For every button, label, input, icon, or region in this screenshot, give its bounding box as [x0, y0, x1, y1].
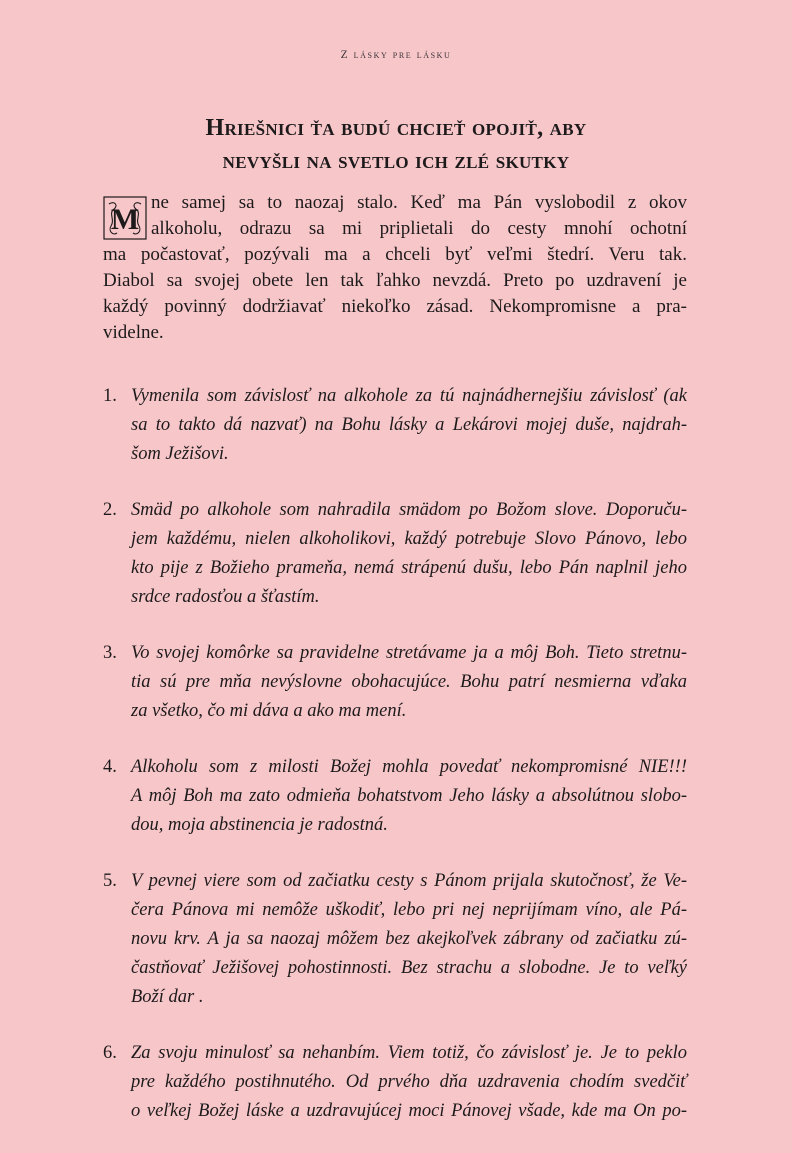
- list-item-line: Vo svojej komôrke sa pravidelne stretávame ja a môj Boh. Tieto stretnu-: [131, 643, 687, 663]
- chapter-title-line-2: nevyšli na svetlo ich zlé skutky: [222, 148, 570, 174]
- list-item-line: Za svoju minulosť sa nehanbím. Viem totiž, čo závislosť je. Je to peklo: [131, 1043, 687, 1063]
- list-item-line: sa to takto dá nazvať) na Bohu lásky a Lekárovi mojej duše, najdrah-: [131, 415, 687, 435]
- numbered-list: [103, 382, 687, 1153]
- list-item-line: tia sú pre mňa nevýslovne obohacujúce. Bohu patrí nesmierna vďaka: [131, 672, 687, 692]
- list-item: [103, 1039, 687, 1126]
- list-item-line: dou, moja abstinencia je radostná.: [131, 815, 388, 835]
- chapter-title-line-1: Hriešnici ťa budú chcieť opojiť, aby: [205, 115, 587, 141]
- list-item-number: 1.: [103, 386, 117, 406]
- list-item-line: čera Pánova mi nemôže uškodiť, lebo pri nej neprijímam víno, ale Pá-: [131, 900, 687, 920]
- list-item-line: častňovať Ježišovej pohostinnosti. Bez strachu a slobodne. Je to veľký: [131, 958, 687, 978]
- list-item-line: srdce radosťou a šťastím.: [131, 587, 320, 607]
- list-item: [103, 382, 687, 469]
- list-item-line: o veľkej Božej láske a uzdravujúcej moci Pánovej všade, kde ma On po-: [131, 1101, 687, 1121]
- intro-line-6: videlne.: [103, 322, 164, 343]
- list-item-line: A môj Boh ma zato odmieňa bohatstvom Jeho lásky a absolútnou slobo-: [131, 786, 687, 806]
- list-item-number: 5.: [103, 871, 117, 891]
- svg-text:M: M: [110, 203, 140, 236]
- intro-line-5: každý povinný dodržiavať niekoľko zásad. Nekompromisne a pra-: [103, 296, 687, 317]
- intro-line-1: ne samej sa to naozaj stalo. Keď ma Pán vyslobodil z okov: [151, 192, 687, 213]
- list-item-number: 4.: [103, 757, 117, 777]
- list-item-line: Alkoholu som z milosti Božej mohla povedať nekompromisné NIE!!!: [131, 757, 687, 777]
- list-item-line: novu krv. A ja sa naozaj môžem bez akejkoľvek zábrany od začiatku zú-: [131, 929, 687, 949]
- list-item-line: jem každému, nielen alkoholikovi, každý potrebuje Slovo Pánovo, lebo: [131, 529, 687, 549]
- intro-line-3: ma počastovať, pozývali ma a chceli byť veľmi štedrí. Veru tak.: [103, 244, 687, 265]
- list-item-line: Smäd po alkohole som nahradila smädom po Božom slove. Doporuču-: [131, 500, 687, 520]
- list-item-number: 6.: [103, 1043, 117, 1063]
- list-item-line: Vymenila som závislosť na alkohole za tú najnádhernejšiu závislosť (ak: [131, 386, 687, 406]
- list-item-line: V pevnej viere som od začiatku cesty s Pánom prijala skutočnosť, že Ve-: [131, 871, 687, 891]
- list-item-line: Boží dar .: [131, 987, 204, 1007]
- ornamental-dropcap-m: [103, 196, 147, 240]
- list-item: [103, 496, 687, 612]
- intro-line-2: alkoholu, odrazu sa mi priplietali do cesty mnohí ochotní: [151, 218, 687, 239]
- list-item-line: pre každého postihnutého. Od prvého dňa uzdravenia chodím svedčiť: [131, 1072, 687, 1092]
- running-head: Z lásky pre lásku: [340, 49, 452, 61]
- chapter-title: [60, 112, 732, 178]
- list-item-line: šom Ježišovi.: [131, 444, 229, 464]
- list-item-line: za všetko, čo mi dáva a ako ma mení.: [131, 701, 407, 721]
- intro-line-4: Diabol sa svojej obete len tak ľahko nevzdá. Preto po uzdravení je: [103, 270, 687, 291]
- list-item: [103, 753, 687, 840]
- intro-paragraph: [103, 190, 687, 346]
- list-item-line: kto pije z Božieho prameňa, nemá strápenú dušu, lebo Pán naplnil jeho: [131, 558, 687, 578]
- list-item-number: 3.: [103, 643, 117, 663]
- list-item-number: 2.: [103, 500, 117, 520]
- list-item: [103, 639, 687, 726]
- list-item: [103, 867, 687, 1012]
